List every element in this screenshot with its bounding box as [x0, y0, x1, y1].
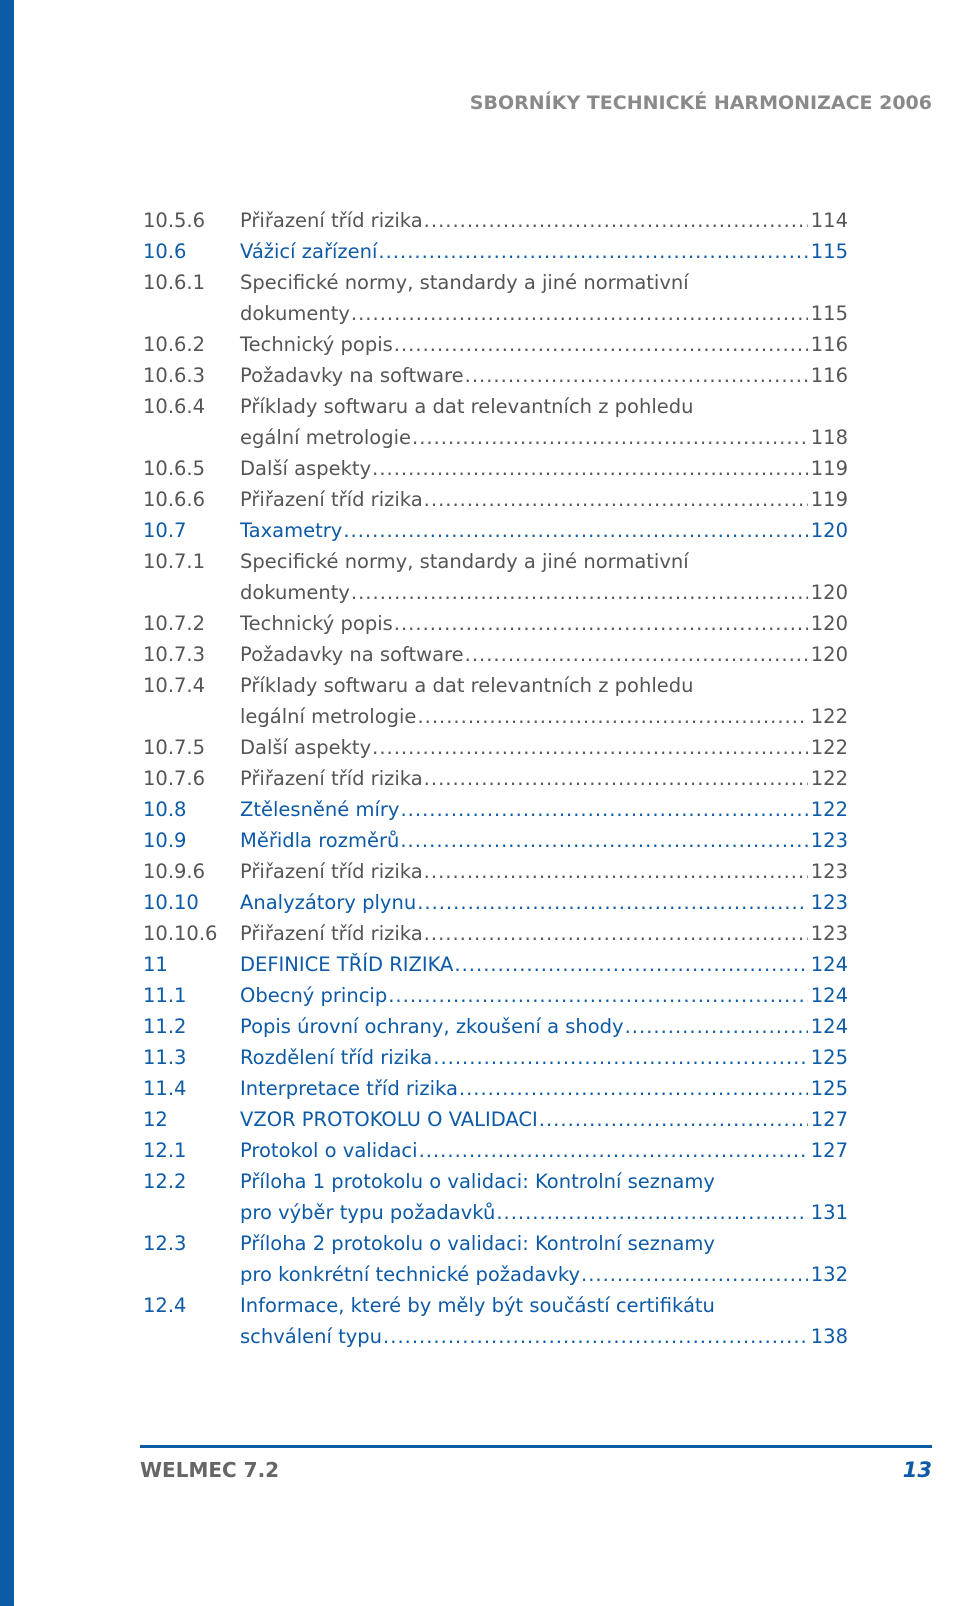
toc-entry-number: 10.7 — [143, 519, 187, 542]
toc-entry-title-row — [240, 1321, 848, 1352]
toc-entry-title-line: pro výběr typu požadavků — [240, 1201, 496, 1224]
toc-entry-title-row — [240, 205, 848, 236]
dot-leader — [372, 732, 808, 763]
toc-entry-title-row — [240, 329, 848, 360]
toc-entry-title-line: Analyzátory plynu — [240, 891, 417, 914]
toc-entry-body — [240, 360, 848, 391]
toc-entry-title-row — [240, 453, 848, 484]
dot-leader — [417, 887, 808, 918]
toc-entry-page: 120 — [810, 612, 848, 635]
dot-leader — [539, 1104, 808, 1135]
toc-entry-title-line: Měřidla rozměrů — [240, 829, 400, 852]
dot-leader — [459, 1073, 808, 1104]
toc-entry-page: 123 — [810, 829, 848, 852]
toc-entry-body — [240, 267, 848, 329]
dot-leader — [417, 701, 807, 732]
toc-entry-number: 10.7.5 — [143, 736, 206, 759]
toc-entry-number: 10.6.3 — [143, 364, 206, 387]
dot-leader — [424, 205, 808, 236]
toc-entry-title-row — [240, 639, 848, 670]
footer-document-id: WELMEC 7.2 — [140, 1458, 280, 1482]
dot-leader — [378, 236, 807, 267]
toc-entry-page: 115 — [810, 302, 848, 325]
toc-entry[interactable] — [143, 267, 848, 329]
dot-leader — [424, 856, 808, 887]
toc-entry-title-line: Interpretace tříd rizika — [240, 1077, 458, 1100]
toc-entry-title-row — [240, 856, 848, 887]
toc-entry-title-line: Požadavky na software — [240, 364, 464, 387]
toc-entry-page: 116 — [810, 364, 848, 387]
toc-entry-title-line: Příklady softwaru a dat relevantních z pohledu — [240, 674, 694, 697]
toc-entry-body — [240, 1290, 848, 1352]
dot-leader — [383, 1321, 808, 1352]
dot-leader — [424, 918, 808, 949]
toc-entry[interactable] — [143, 1011, 848, 1042]
toc-entry-title-line: pro konkrétní technické požadavky — [240, 1263, 580, 1286]
toc-entry-title-line: Specifické normy, standardy a jiné normativní — [240, 271, 689, 294]
toc-entry-title-row — [240, 701, 848, 732]
toc-entry-number: 10.6.4 — [143, 395, 206, 418]
toc-entry[interactable] — [143, 1228, 848, 1290]
toc-entry[interactable] — [143, 1042, 848, 1073]
toc-entry-title-row — [240, 763, 848, 794]
toc-entry-number: 12.1 — [143, 1139, 187, 1162]
toc-entry-title-line: egální metrologie — [240, 426, 412, 449]
toc-entry[interactable] — [143, 732, 848, 763]
toc-entry-title-line: Popis úrovní ochrany, zkoušení a shody — [240, 1015, 624, 1038]
toc-entry-body — [240, 515, 848, 546]
toc-entry-title-row — [240, 980, 848, 1011]
toc-entry[interactable] — [143, 1166, 848, 1228]
toc-entry-body — [240, 763, 848, 794]
toc-entry[interactable] — [143, 794, 848, 825]
toc-entry[interactable] — [143, 887, 848, 918]
toc-entry-number: 10.7.1 — [143, 550, 206, 573]
dot-leader — [372, 453, 808, 484]
toc-entry-body — [240, 1104, 848, 1135]
toc-entry-title-line: VZOR PROTOKOLU O VALIDACI — [240, 1108, 538, 1131]
dot-leader — [400, 825, 807, 856]
toc-entry-page: 122 — [810, 736, 848, 759]
toc-entry-page: 127 — [810, 1139, 848, 1162]
toc-entry-page: 123 — [810, 891, 848, 914]
toc-entry-page: 119 — [810, 488, 848, 511]
toc-entry-body — [240, 236, 848, 267]
toc-entry[interactable] — [143, 546, 848, 608]
dot-leader — [388, 980, 808, 1011]
toc-entry[interactable] — [143, 670, 848, 732]
toc-entry-body — [240, 856, 848, 887]
toc-entry-title-line: Přiřazení tříd rizika — [240, 922, 423, 945]
toc-entry-title-line: Rozdělení tříd rizika — [240, 1046, 433, 1069]
toc-entry-title-row — [240, 608, 848, 639]
toc-entry-title-row — [240, 1042, 848, 1073]
toc-entry-page: 125 — [810, 1077, 848, 1100]
running-header: SBORNÍKY TECHNICKÉ HARMONIZACE 2006 — [469, 92, 932, 114]
dot-leader — [400, 794, 807, 825]
toc-entry-page: 122 — [810, 798, 848, 821]
toc-entry-page: 116 — [810, 333, 848, 356]
toc-entry-title-row — [240, 515, 848, 546]
toc-entry-title-line: Přiřazení tříd rizika — [240, 488, 423, 511]
toc-entry[interactable] — [143, 1135, 848, 1166]
toc-entry-title-line: Informace, které by měly být součástí certifikátu — [240, 1294, 715, 1317]
dot-leader — [496, 1197, 807, 1228]
toc-entry[interactable] — [143, 763, 848, 794]
toc-entry-title-row — [240, 1011, 848, 1042]
toc-entry-title-row — [240, 732, 848, 763]
toc-entry-title-line: dokumenty — [240, 581, 350, 604]
toc-entry-title-row — [240, 422, 848, 453]
toc-entry-number: 12.2 — [143, 1170, 187, 1193]
toc-entry-body — [240, 453, 848, 484]
toc-entry[interactable] — [143, 1104, 848, 1135]
toc-entry-body — [240, 484, 848, 515]
toc-entry-page: 120 — [810, 519, 848, 542]
toc-entry-title-line: Další aspekty — [240, 457, 372, 480]
toc-entry-page: 120 — [810, 643, 848, 666]
toc-entry-title-row — [240, 236, 848, 267]
toc-entry-number: 10.7.4 — [143, 674, 206, 697]
toc-entry-body — [240, 608, 848, 639]
dot-leader — [625, 1011, 808, 1042]
toc-entry-body — [240, 1011, 848, 1042]
toc-entry-body — [240, 1042, 848, 1073]
toc-entry[interactable] — [143, 608, 848, 639]
toc-entry-title-row — [240, 577, 848, 608]
toc-entry-body — [240, 1073, 848, 1104]
toc-entry-number: 10.10.6 — [143, 922, 218, 945]
toc-entry[interactable] — [143, 1290, 848, 1352]
toc-entry-page: 115 — [810, 240, 848, 263]
toc-entry-title-row — [240, 1197, 848, 1228]
toc-entry[interactable] — [143, 236, 848, 267]
toc-entry-number: 11.3 — [143, 1046, 187, 1069]
toc-entry[interactable] — [143, 949, 848, 980]
toc-entry-body — [240, 546, 848, 608]
toc-entry-page: 138 — [810, 1325, 848, 1348]
toc-entry-title-row — [240, 1073, 848, 1104]
toc-entry-number: 10.9.6 — [143, 860, 206, 883]
left-accent-bar — [0, 0, 14, 1606]
toc-entry-title-row — [240, 360, 848, 391]
toc-entry[interactable] — [143, 980, 848, 1011]
toc-entry-title-row — [240, 1104, 848, 1135]
dot-leader — [351, 577, 808, 608]
toc-entry[interactable] — [143, 484, 848, 515]
toc-entry[interactable] — [143, 1073, 848, 1104]
toc-entry-page: 124 — [810, 984, 848, 1007]
toc-entry-title-row — [240, 887, 848, 918]
toc-entry[interactable] — [143, 825, 848, 856]
toc-entry-body — [240, 825, 848, 856]
dot-leader — [394, 608, 808, 639]
toc-entry-number: 12.3 — [143, 1232, 187, 1255]
toc-entry-body — [240, 980, 848, 1011]
toc-entry-page: 124 — [810, 953, 848, 976]
toc-entry-title-row — [240, 825, 848, 856]
toc-entry-title-line: legální metrologie — [240, 705, 417, 728]
toc-entry-title-line: Vážicí zařízení — [240, 240, 378, 263]
dot-leader — [343, 515, 807, 546]
toc-entry-page: 123 — [810, 860, 848, 883]
toc-entry-title-line: Přiřazení tříd rizika — [240, 209, 423, 232]
toc-entry-body — [240, 205, 848, 236]
toc-entry-number: 11.1 — [143, 984, 187, 1007]
table-of-contents — [143, 205, 848, 1352]
toc-entry-number: 10.9 — [143, 829, 187, 852]
toc-entry-title-line: Příloha 1 protokolu o validaci: Kontrolní seznamy — [240, 1170, 715, 1193]
toc-entry[interactable] — [143, 329, 848, 360]
toc-entry-number: 10.6.1 — [143, 271, 206, 294]
toc-entry[interactable] — [143, 639, 848, 670]
dot-leader — [419, 1135, 808, 1166]
toc-entry-body — [240, 918, 848, 949]
toc-entry-number: 11.2 — [143, 1015, 187, 1038]
toc-entry-number: 10.6 — [143, 240, 187, 263]
toc-entry-title-line: Specifické normy, standardy a jiné normativní — [240, 550, 689, 573]
toc-entry-page: 131 — [810, 1201, 848, 1224]
toc-entry-page: 125 — [810, 1046, 848, 1069]
toc-entry-page: 114 — [810, 209, 848, 232]
toc-entry-body — [240, 794, 848, 825]
toc-entry-number: 11.4 — [143, 1077, 187, 1100]
toc-entry[interactable] — [143, 515, 848, 546]
toc-entry-page: 127 — [810, 1108, 848, 1131]
toc-entry[interactable] — [143, 391, 848, 453]
footer-divider — [140, 1445, 932, 1448]
toc-entry-number: 10.6.6 — [143, 488, 206, 511]
dot-leader — [412, 422, 808, 453]
toc-entry-title-line: Protokol o validaci — [240, 1139, 418, 1162]
toc-entry-number: 10.7.6 — [143, 767, 206, 790]
toc-entry-page: 123 — [810, 922, 848, 945]
toc-entry-body — [240, 639, 848, 670]
toc-entry-title-line: Obecný princip — [240, 984, 388, 1007]
dot-leader — [394, 329, 808, 360]
toc-entry-body — [240, 1228, 848, 1290]
toc-entry-body — [240, 391, 848, 453]
toc-entry-number: 10.6.2 — [143, 333, 206, 356]
dot-leader — [433, 1042, 808, 1073]
toc-entry-number: 10.7.2 — [143, 612, 206, 635]
toc-entry[interactable] — [143, 856, 848, 887]
dot-leader — [424, 763, 808, 794]
toc-entry-title-row — [240, 1259, 848, 1290]
toc-entry-title-row — [240, 918, 848, 949]
toc-entry-number: 10.5.6 — [143, 209, 206, 232]
toc-entry-page: 124 — [810, 1015, 848, 1038]
toc-entry-page: 119 — [810, 457, 848, 480]
toc-entry-title-line: DEFINICE TŘÍD RIZIKA — [240, 953, 454, 976]
toc-entry-title-line: Ztělesněné míry — [240, 798, 400, 821]
toc-entry-title-line: Přiřazení tříd rizika — [240, 860, 423, 883]
dot-leader — [465, 639, 808, 670]
toc-entry-title-line: Příloha 2 protokolu o validaci: Kontrolní seznamy — [240, 1232, 715, 1255]
toc-entry[interactable] — [143, 360, 848, 391]
toc-entry-title-line: dokumenty — [240, 302, 350, 325]
toc-entry-title-line: Technický popis — [240, 333, 393, 356]
dot-leader — [454, 949, 807, 980]
toc-entry-page: 120 — [810, 581, 848, 604]
toc-entry-number: 10.7.3 — [143, 643, 206, 666]
toc-entry-title-line: Přiřazení tříd rizika — [240, 767, 423, 790]
toc-entry-title-line: Technický popis — [240, 612, 393, 635]
toc-entry-number: 10.8 — [143, 798, 187, 821]
toc-entry-body — [240, 949, 848, 980]
toc-entry-page: 122 — [810, 767, 848, 790]
toc-entry-title-line: Další aspekty — [240, 736, 372, 759]
toc-entry-page: 132 — [810, 1263, 848, 1286]
toc-entry-title-line: Taxametry — [240, 519, 343, 542]
toc-entry-body — [240, 329, 848, 360]
toc-entry-number: 10.10 — [143, 891, 199, 914]
toc-entry-title-line: Požadavky na software — [240, 643, 464, 666]
toc-entry-number: 11 — [143, 953, 168, 976]
toc-entry[interactable] — [143, 453, 848, 484]
toc-entry-body — [240, 1135, 848, 1166]
dot-leader — [465, 360, 808, 391]
toc-entry-title-row — [240, 794, 848, 825]
toc-entry-title-row — [240, 1135, 848, 1166]
toc-entry-page: 122 — [810, 705, 848, 728]
toc-entry[interactable] — [143, 205, 848, 236]
toc-entry-title-row — [240, 949, 848, 980]
dot-leader — [351, 298, 808, 329]
toc-entry-page: 118 — [810, 426, 848, 449]
toc-entry-title-line: Příklady softwaru a dat relevantních z pohledu — [240, 395, 694, 418]
toc-entry-body — [240, 732, 848, 763]
toc-entry-number: 12.4 — [143, 1294, 187, 1317]
toc-entry-number: 12 — [143, 1108, 168, 1131]
toc-entry[interactable] — [143, 918, 848, 949]
toc-entry-number: 10.6.5 — [143, 457, 206, 480]
toc-entry-body — [240, 887, 848, 918]
toc-entry-title-line: schválení typu — [240, 1325, 383, 1348]
toc-entry-title-row — [240, 298, 848, 329]
toc-entry-title-row — [240, 484, 848, 515]
toc-entry-body — [240, 670, 848, 732]
toc-entry-body — [240, 1166, 848, 1228]
dot-leader — [581, 1259, 808, 1290]
dot-leader — [424, 484, 808, 515]
footer-page-number: 13 — [902, 1458, 932, 1482]
